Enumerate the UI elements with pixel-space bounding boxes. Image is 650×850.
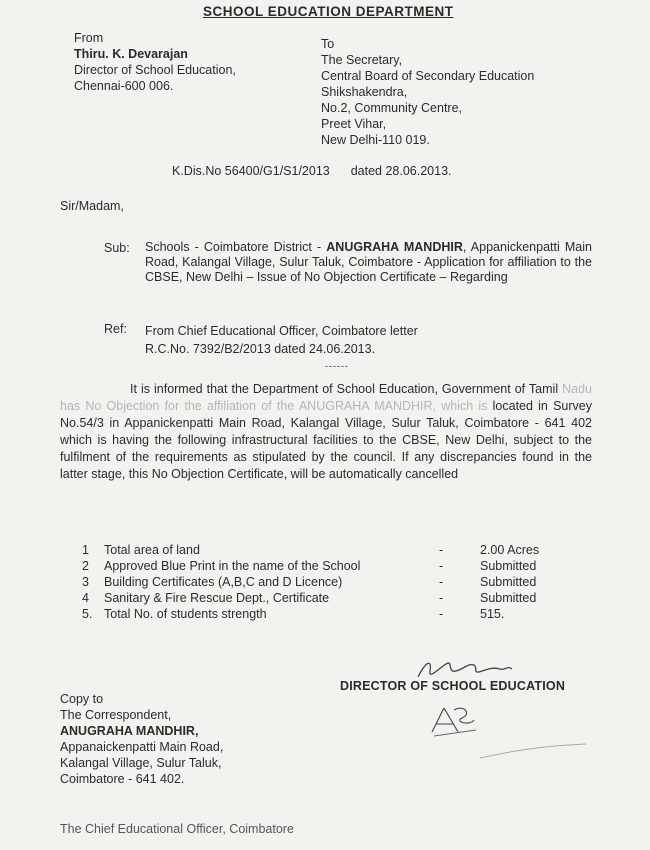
item-number: 5.	[82, 607, 93, 621]
ref-line-1: From Chief Educational Officer, Coimbatore letter	[145, 324, 418, 338]
copy-to-line: Kalangal Village, Sulur Taluk,	[60, 756, 222, 770]
list-item	[82, 543, 552, 559]
recipient-line: The Secretary,	[321, 53, 403, 67]
department-title: SCHOOL EDUCATION DEPARTMENT	[203, 4, 454, 19]
item-number: 2	[82, 559, 89, 573]
item-description: Approved Blue Print in the name of the School	[104, 559, 361, 573]
item-dash: -	[439, 607, 444, 621]
body-text-1: It is informed that the Department of School Education, Government of Tamil	[130, 382, 563, 396]
recipient-line: New Delhi-110 019.	[321, 133, 430, 147]
sender-name: Thiru. K. Devarajan	[74, 47, 188, 61]
to-label: To	[321, 37, 335, 51]
list-item	[82, 591, 552, 607]
recipient-line: Central Board of Secondary Education	[321, 69, 535, 83]
recipient-line: No.2, Community Centre,	[321, 101, 463, 115]
facilities-list	[82, 543, 552, 623]
initial-mark	[424, 702, 484, 742]
copy-to-line: The Correspondent,	[60, 708, 172, 722]
footer-copy-line: The Chief Educational Officer, Coimbatore	[60, 822, 294, 836]
sender-designation: Director of School Education,	[74, 63, 236, 77]
subject-text-before: Schools - Coimbatore District -	[145, 240, 327, 254]
from-label: From	[74, 31, 104, 45]
item-dash: -	[439, 559, 444, 573]
subject-label: Sub:	[104, 241, 130, 255]
list-item	[82, 559, 552, 575]
item-dash: -	[439, 575, 444, 589]
copy-to-line: ANUGRAHA MANDHIR,	[60, 724, 199, 738]
signatory-title: DIRECTOR OF SCHOOL EDUCATION	[340, 679, 566, 693]
body-text-faded: Nadu has No Objection for the affiliation of the ANUGRAHA MANDHIR, which is	[60, 382, 592, 413]
reference-number: K.Dis.No 56400/G1/S1/2013	[172, 164, 330, 178]
ref-label: Ref:	[104, 322, 127, 336]
subject-text-after: , Appanickenpatti Main Road, Kalangal Village, Sulur Taluk, Coimbatore - Application for affiliation to the CBSE, New Delhi – Issue of No Objection Certificate – Regarding	[145, 240, 592, 284]
subject-school-name: ANUGRAHA MANDHIR	[326, 240, 463, 254]
divider: ------	[325, 361, 349, 371]
copy-to-line: Appanaickenpatti Main Road,	[60, 740, 224, 754]
item-description: Total No. of students strength	[104, 607, 267, 621]
item-value: Submitted	[480, 575, 537, 589]
ref-line-2: R.C.No. 7392/B2/2013 dated 24.06.2013.	[145, 342, 376, 356]
body-paragraph	[60, 381, 592, 483]
item-description: Total area of land	[104, 543, 200, 557]
item-number: 4	[82, 591, 89, 605]
reference-line	[172, 163, 452, 179]
item-dash: -	[439, 543, 444, 557]
item-description: Sanitary & Fire Rescue Dept., Certificate	[104, 591, 330, 605]
item-description: Building Certificates (A,B,C and D Licence)	[104, 575, 343, 589]
copy-to-label: Copy to	[60, 692, 104, 706]
salutation: Sir/Madam,	[60, 199, 124, 213]
list-item	[82, 575, 552, 591]
item-value: 2.00 Acres	[480, 543, 540, 557]
body-text-2: located in Survey No.54/3 in Appanickenpatti Main Road, Kalangal Village, Sulur Taluk, Coimbatore - 641 402 which is having the following infrastructural facilities to the CBSE, New Delhi, subject to the fulfilment of the requirements as stipulated by the council. If any discrepancies found in the latter stage, this No Objection Certificate, will be automatically cancelled	[60, 399, 593, 481]
to-block	[321, 36, 534, 148]
item-dash: -	[439, 591, 444, 605]
copy-to-block	[60, 691, 223, 787]
copy-to-line: Coimbatore - 641 402.	[60, 772, 185, 786]
recipient-line: Preet Vihar,	[321, 117, 387, 131]
subject-text	[145, 240, 592, 285]
sender-city: Chennai-600 006.	[74, 79, 174, 93]
item-value: Submitted	[480, 591, 537, 605]
faint-pen-stroke	[478, 742, 588, 762]
from-block	[74, 30, 236, 94]
item-number: 3	[82, 575, 89, 589]
ref-text	[145, 322, 595, 358]
item-value: 515.	[480, 607, 505, 621]
reference-date: dated 28.06.2013.	[350, 164, 452, 178]
item-value: Submitted	[480, 559, 537, 573]
list-item	[82, 607, 552, 623]
recipient-line: Shikshakendra,	[321, 85, 408, 99]
item-number: 1	[82, 543, 89, 557]
